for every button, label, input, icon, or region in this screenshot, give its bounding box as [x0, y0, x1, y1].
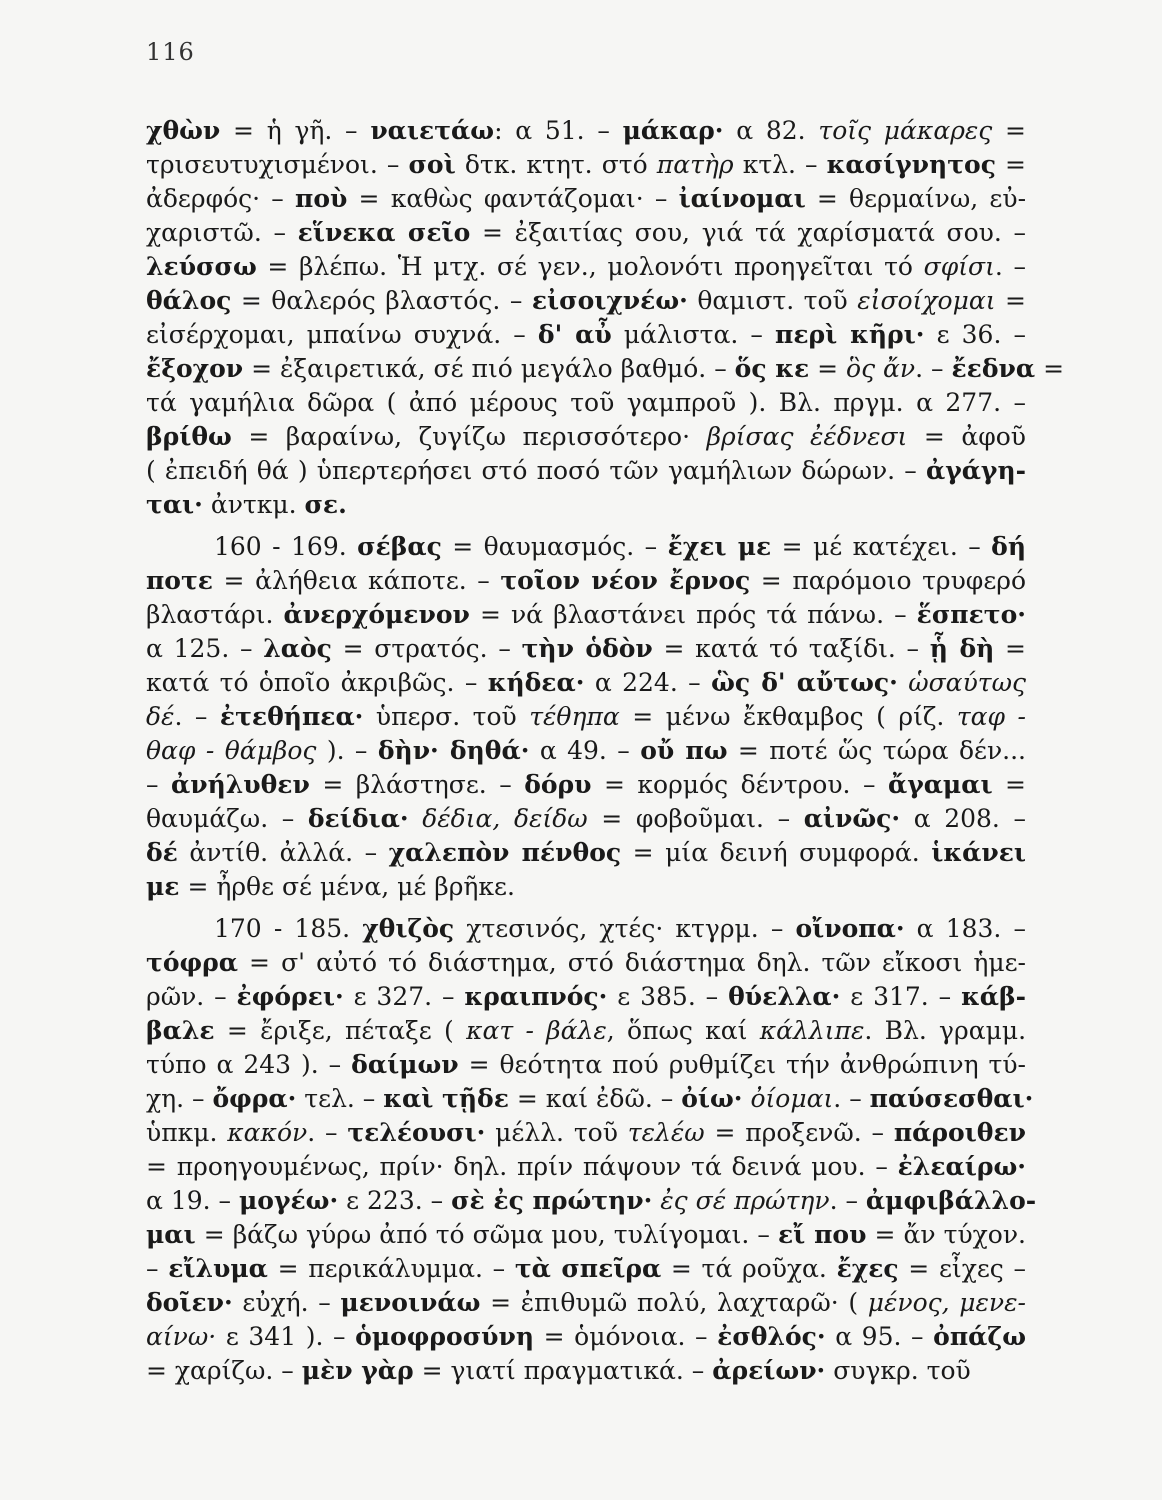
text-line [146, 114, 1026, 148]
headword: δή [991, 532, 1026, 561]
gloss-text: . – [915, 354, 952, 383]
gloss-text: ρῶν. – [146, 982, 237, 1011]
gloss-text: = ἀφοῦ [907, 422, 1026, 451]
headword: ἐτεθήπεα· [219, 702, 364, 731]
italic-term: θαφ - θάμβος [146, 736, 317, 765]
headword: μάκαρ· [622, 116, 724, 145]
italic-term: βρίσας ἐέδνεσι [706, 422, 908, 451]
text-line [146, 946, 1026, 980]
headword: με [146, 872, 180, 901]
headword: ἐσθλός· [717, 1322, 826, 1351]
gloss-text: = ἐξαιτίας σου, γιά τά χαρίσματά σου. – [470, 218, 1027, 247]
headword: ἐφόρει· [236, 982, 344, 1011]
headword: μὲν γὰρ [301, 1356, 414, 1385]
text-line [146, 352, 1065, 386]
gloss-text: = τά ροῦχα. [661, 1254, 837, 1283]
headword: ἱκάνει [931, 838, 1026, 867]
gloss-text: = εἶχες – [898, 1254, 1026, 1283]
headword: εἴ που [777, 1220, 867, 1249]
headword: δοῖεν· [146, 1288, 233, 1317]
gloss-text: α 82. [723, 116, 819, 145]
headword: ἀμφιβάλλο- [865, 1186, 1037, 1215]
page-number: 116 [146, 38, 195, 66]
text-line [146, 420, 1026, 454]
text-line [146, 1116, 1026, 1150]
gloss-text: = θαυμασμός. – [441, 532, 668, 561]
gloss-text: μάλιστα. – [611, 320, 776, 349]
headword: ᾗ δὴ [929, 634, 995, 663]
headword: ἔεδνα [951, 354, 1036, 383]
text-line [146, 1150, 1026, 1184]
text-line [146, 1184, 1037, 1218]
gloss-text: , ὅπως καί [606, 1016, 760, 1045]
gloss-text: ὑπκμ. [146, 1118, 228, 1147]
text-line [146, 734, 1026, 768]
gloss-text: δτκ. κτητ. στό [455, 150, 657, 179]
headword: ποτε [146, 566, 213, 595]
gloss-text: = γιατί πραγματικά. – [413, 1356, 713, 1385]
gloss-text: = καί ἐδῶ. – [508, 1084, 682, 1113]
gloss-text: α 49. – [529, 736, 641, 765]
gloss-text: ε 385. – [607, 982, 729, 1011]
headword: ἔχει με [667, 532, 772, 561]
gloss-text: = βλέπω. Ἡ μτχ. σέ γεν., μολονότι προηγεῖται τό [256, 252, 924, 281]
headword: ἰαίνομαι [678, 184, 806, 213]
headword: θύελλα· [728, 982, 841, 1011]
italic-term: ταφ - [956, 702, 1026, 731]
text-line [146, 1048, 1026, 1082]
headword: κήδεα· [487, 668, 585, 697]
headword: ται· [146, 490, 203, 519]
headword: ὁμοφροσύνη [355, 1322, 535, 1351]
headword: εἴλυμα [168, 1254, 268, 1283]
headword: σέβας [357, 532, 442, 561]
headword: ὄφρα· [212, 1084, 297, 1113]
headword: ἀνερχόμενον [283, 600, 470, 629]
gloss-text: . – [829, 1186, 866, 1215]
text-line [146, 250, 1026, 284]
gloss-text: ἀντκμ. [202, 490, 305, 519]
headword: εἰσοιχνέω· [531, 286, 688, 315]
gloss-text: = [809, 354, 847, 383]
headword: δαίμων [351, 1050, 459, 1079]
gloss-text: = [1035, 354, 1065, 383]
headword: μενοινάω [340, 1288, 481, 1317]
headword: οἴνοπα· [795, 914, 905, 943]
gloss-text: θαυμάζω. – [146, 804, 308, 833]
gloss-text: = [994, 634, 1026, 663]
gloss-text: = βαραίνω, ζυγίζω περισσότερο· [231, 422, 707, 451]
text-line [146, 488, 1026, 522]
text-line [146, 700, 1026, 734]
gloss-text: θαμιστ. τοῦ [687, 286, 858, 315]
headword: ποὺ [295, 184, 348, 213]
text-line [146, 1252, 1026, 1286]
text-line [146, 870, 1026, 904]
text-line [146, 1320, 1026, 1354]
text-line [146, 1286, 1026, 1320]
gloss-text: ὑπερσ. τοῦ [363, 702, 530, 731]
headword: χθὼν [146, 116, 221, 145]
headword: σοὶ [408, 150, 456, 179]
gloss-text: α 19. – [146, 1186, 239, 1215]
text-line [146, 802, 1026, 836]
text-line [146, 216, 1026, 250]
headword: μαι [146, 1220, 196, 1249]
text-line [146, 1014, 1026, 1048]
gloss-text: = νά βλαστάνει πρός τά πάνω. – [469, 600, 917, 629]
italic-term: μένος, μενε- [867, 1288, 1026, 1317]
headword: μογέω· [238, 1186, 339, 1215]
headword: οὔ πω [640, 736, 728, 765]
gloss-text: = μία δεινή συμφορά. [621, 838, 932, 867]
gloss-text: α 183. – [904, 914, 1026, 943]
italic-term: ὀίομαι [750, 1084, 834, 1113]
italic-term: σφίσι [923, 252, 995, 281]
headword: εἵνεκα σεῖο [297, 218, 471, 247]
gloss-text: = σ' αὐτό τό διάστημα, στό διάστημα δηλ. τῶν εἴκοσι ἡμε- [237, 948, 1026, 977]
text-line [146, 530, 1026, 564]
headword: ὀίω· [681, 1084, 743, 1113]
gloss-text: = [995, 150, 1026, 179]
headword: κασίγνητος [826, 150, 996, 179]
text-line [146, 148, 1026, 182]
headword: δ' αὖ [537, 320, 612, 349]
gloss-text: . – [994, 252, 1026, 281]
text-line [146, 284, 1026, 318]
gloss-text: = ποτέ ὥς τώρα δέν... [727, 736, 1027, 765]
italic-term: κακόν [227, 1118, 308, 1147]
gloss-text: = ἐξαιρετικά, σέ πιό μεγάλο βαθμό. – [243, 354, 735, 383]
headword: πάροιθεν [893, 1118, 1026, 1147]
gloss-text: = ἄν τύχον. [866, 1220, 1026, 1249]
gloss-text: ε 36. – [924, 320, 1026, 349]
gloss-text: = προξενῶ. – [704, 1118, 894, 1147]
italic-term: δέ [146, 702, 175, 731]
gloss-text: ( ἐπειδή θά ) ὑπερτερήσει στό ποσό τῶν γαμήλιων δώρων. – [146, 456, 926, 485]
gloss-text: = ἡ γῆ. – [220, 116, 371, 145]
headword: ἀγάγη- [925, 456, 1026, 485]
italic-term: εἰσοίχομαι [857, 286, 996, 315]
gloss-text: = φοβοῦμαι. – [587, 804, 804, 833]
headword: τοῖον νέον ἔρνος [500, 566, 751, 595]
gloss-text: = προηγουμένως, πρίν· δηλ. πρίν πάψουν τά δεινά μου. – [146, 1152, 898, 1181]
headword: ἄγαμαι [887, 770, 993, 799]
headword: ἔχες [836, 1254, 899, 1283]
text-line [146, 564, 1026, 598]
text-line [146, 632, 1026, 666]
headword: τελέουσι· [347, 1118, 486, 1147]
gloss-text: χη. – [146, 1084, 213, 1113]
text-line [146, 1354, 1026, 1388]
headword: βαλε [146, 1016, 215, 1045]
text-line [146, 980, 1026, 1014]
gloss-text: ἀδερφός· – [146, 184, 296, 213]
gloss-text: τά γαμήλια δῶρα ( ἀπό μέρους τοῦ γαμπροῦ ). Βλ. πργμ. α 277. – [146, 388, 1026, 417]
text-line [146, 386, 1026, 420]
paragraph-verses-160-169 [146, 530, 1026, 904]
gloss-text: α 95. – [825, 1322, 934, 1351]
gloss-text: 170 - 185. [214, 914, 363, 943]
headword: τὴν ὁδὸν [521, 634, 653, 663]
headword: δὴν· δηθά· [377, 736, 530, 765]
text-line [146, 318, 1026, 352]
text-line [146, 666, 1026, 700]
gloss-text: = κατά τό ταξίδι. – [652, 634, 930, 663]
headword: ἐλεαίρω· [897, 1152, 1026, 1181]
italic-term: τέθηπα [529, 702, 620, 731]
headword: λαὸς [263, 634, 332, 663]
headword: σε. [304, 490, 347, 519]
italic-term: ὃς ἄν [846, 354, 916, 383]
gloss-text: = κορμός δέντρου. – [591, 770, 888, 799]
gloss-text: μέλλ. τοῦ [485, 1118, 628, 1147]
gloss-text: = μέ κατέχει. – [771, 532, 992, 561]
gloss-text: = χαρίζω. – [146, 1356, 302, 1385]
gloss-text: ε 223. – [338, 1186, 452, 1215]
headword: βρίθω [146, 422, 232, 451]
headword: ἀρείων· [712, 1356, 826, 1385]
gloss-text: εὐχή. – [232, 1288, 341, 1317]
gloss-text: τύπο α 243 ). – [146, 1050, 352, 1079]
gloss-text: τρισευτυχισμένοι. – [146, 150, 409, 179]
gloss-text: = στρατός. – [331, 634, 522, 663]
italic-term: κάλλιπε [759, 1016, 865, 1045]
gloss-text: = θεότητα πού ρυθμίζει τήν ἀνθρώπινη τύ- [458, 1050, 1026, 1079]
italic-term: αίνω· [146, 1322, 217, 1351]
text-line [146, 768, 1026, 802]
gloss-text: . Βλ. γραμμ. [864, 1016, 1027, 1045]
gloss-text: = θερμαίνω, εὐ- [805, 184, 1027, 213]
gloss-text: = [995, 286, 1026, 315]
italic-term: δέδια, δείδω [422, 804, 588, 833]
headword: δέ [146, 838, 178, 867]
glossary-text [146, 114, 1065, 1388]
headword: χαλεπὸν πένθος [388, 838, 622, 867]
text-line [146, 912, 1026, 946]
gloss-text: = καθὼς φαντάζομαι· – [347, 184, 679, 213]
headword: χθιζὸς [362, 914, 455, 943]
headword: ἀνήλυθεν [170, 770, 310, 799]
headword: δείδια· [307, 804, 409, 833]
headword: κάβ- [961, 982, 1027, 1011]
headword: θάλος [146, 286, 232, 315]
gloss-text: = ἐπιθυμῶ πολύ, λαχταρῶ· ( [480, 1288, 868, 1317]
gloss-text: κτλ. – [733, 150, 827, 179]
headword: ἕσπετο· [916, 600, 1026, 629]
headword: σὲ ἐς πρώτην· [451, 1186, 653, 1215]
gloss-text: ε 317. – [840, 982, 962, 1011]
headword: καὶ τῇδε [383, 1084, 509, 1113]
italic-term: τοῖς μάκαρες [818, 116, 993, 145]
headword: ἔξοχον [146, 354, 244, 383]
gloss-text: χαριστῶ. – [146, 218, 298, 247]
headword: τὰ σπεῖρα [514, 1254, 662, 1283]
headword: λεύσσω [146, 252, 257, 281]
gloss-text [409, 804, 423, 833]
headword: ναιετάω [370, 116, 495, 145]
italic-term: πατὴρ [656, 150, 734, 179]
gloss-text: 160 - 169. [214, 532, 358, 561]
italic-term: ἐς σέ πρώτην [660, 1186, 830, 1215]
paragraph-verses-170-185 [146, 912, 1037, 1388]
italic-term: τελέω [627, 1118, 705, 1147]
gloss-text: συγκρ. τοῦ [825, 1356, 971, 1385]
headword: ὀπάζω [933, 1322, 1026, 1351]
gloss-text: = ὁμόνοια. – [534, 1322, 718, 1351]
gloss-text: . – [174, 702, 220, 731]
gloss-text: : α 51. – [494, 116, 623, 145]
gloss-text: = μένω ἔκθαμβος ( ρίζ. [619, 702, 957, 731]
gloss-text: ε 341 ). – [216, 1322, 356, 1351]
gloss-text: = περικάλυμμα. – [267, 1254, 515, 1283]
text-line [146, 1082, 1034, 1116]
gloss-text: α 125. – [146, 634, 264, 663]
headword: ὅς κε [734, 354, 810, 383]
headword: κραιπνός· [464, 982, 608, 1011]
paragraph-glosses-intro [146, 114, 1065, 522]
gloss-text: κατά τό ὁποῖο ἀκριβῶς. – [146, 668, 488, 697]
gloss-text: . – [833, 1084, 870, 1113]
gloss-text: ἀντίθ. ἀλλά. – [177, 838, 389, 867]
text-line [146, 836, 1026, 870]
gloss-text: χτεσινός, χτές· κτγρμ. – [454, 914, 796, 943]
gloss-text: ε 327. – [343, 982, 465, 1011]
gloss-text: ). – [316, 736, 378, 765]
text-line [146, 598, 1026, 632]
gloss-text: = [992, 116, 1027, 145]
gloss-text: α 208. – [900, 804, 1026, 833]
gloss-text: τελ. – [296, 1084, 384, 1113]
gloss-text [898, 668, 908, 697]
gloss-text: – [146, 1254, 169, 1283]
gloss-text: = παρόμοιο τρυφερό [750, 566, 1027, 595]
text-line [146, 1218, 1026, 1252]
gloss-text: α 224. – [584, 668, 712, 697]
headword: περὶ κῆρι· [775, 320, 925, 349]
headword: ὣς δ' αὔτως· [711, 668, 898, 697]
headword: δόρυ [524, 770, 592, 799]
gloss-text: = ἦρθε σέ μένα, μέ βρῆκε. [179, 872, 515, 901]
gloss-text: = βλάστησε. – [309, 770, 525, 799]
italic-term: κατ - βάλε [466, 1016, 607, 1045]
italic-term: ὡσαύτως [908, 668, 1026, 697]
headword: τόφρα [146, 948, 238, 977]
headword: αἰνῶς· [803, 804, 901, 833]
gloss-text: = θαλερός βλαστός. – [231, 286, 532, 315]
text-line [146, 454, 1026, 488]
gloss-text: . – [307, 1118, 348, 1147]
headword: παύσεσθαι· [869, 1084, 1034, 1113]
gloss-text: εἰσέρχομαι, μπαίνω συχνά. – [146, 320, 538, 349]
gloss-text: = [992, 770, 1026, 799]
gloss-text: = ἀλήθεια κάποτε. – [213, 566, 501, 595]
gloss-text: βλαστάρι. [146, 600, 284, 629]
text-line [146, 182, 1026, 216]
gloss-text: – [146, 770, 171, 799]
gloss-text: = ἔριξε, πέταξε ( [214, 1016, 467, 1045]
gloss-text: = βάζω γύρω ἀπό τό σῶμα μου, τυλίγομαι. – [195, 1220, 778, 1249]
